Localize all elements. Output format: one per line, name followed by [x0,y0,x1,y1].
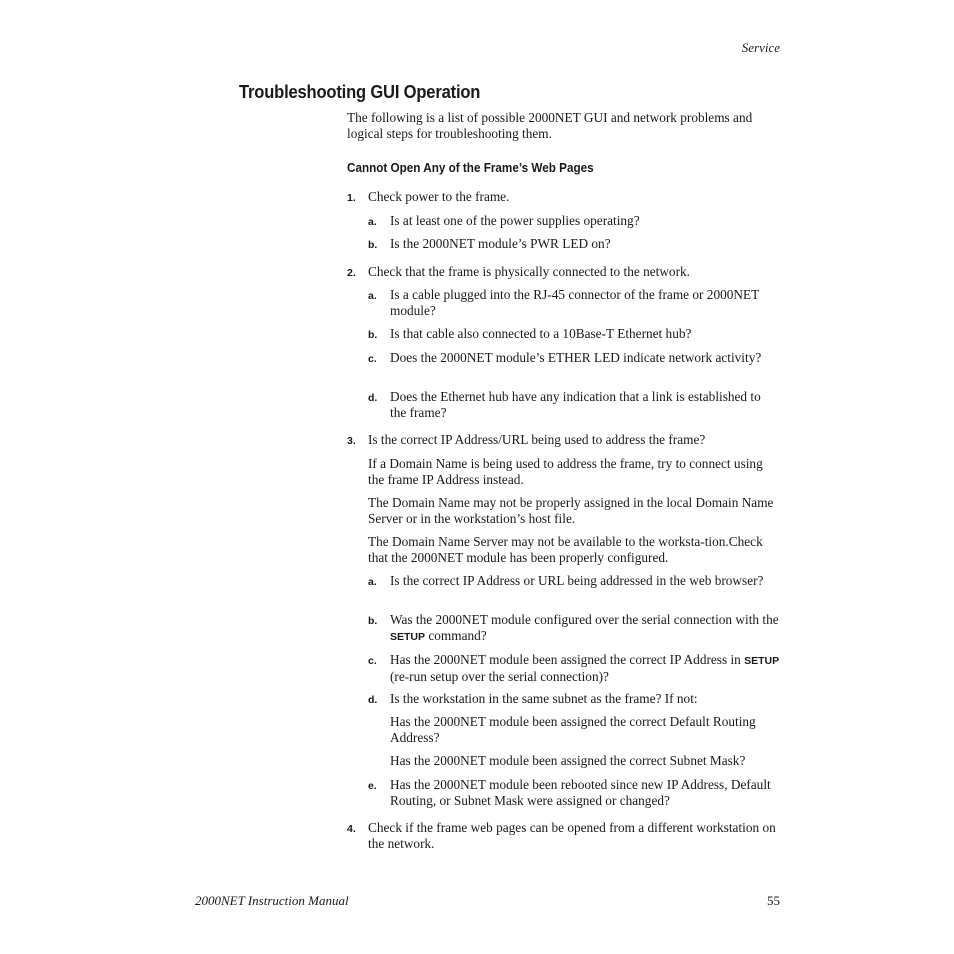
step-1a [368,213,780,229]
sub-text: Has the 2000NET module been rebooted since new IP Address, Default Routing, or Subnet Mask were assigned or changed? [390,777,771,808]
sub-letter: e. [368,780,377,792]
sub-letter: d. [368,694,378,706]
step-2c [368,350,780,366]
sub-letter: a. [368,290,377,302]
step-3-paragraph: The Domain Name may not be properly assigned in the local Domain Name Server or in the workstation’s host file. [368,495,774,526]
sub-text [390,612,780,645]
step-3d-paragraph: Has the 2000NET module been assigned the correct Default Routing Address? [390,714,756,745]
running-head: Service [741,40,780,55]
page-number: 55 [767,893,780,908]
step-4 [347,820,781,852]
step-3-paragraph: The Domain Name Server may not be available to the worksta-tion.Check that the 2000NET module has been properly configured. [368,534,763,565]
subsection-heading: Cannot Open Any of the Frame’s Web Pages [347,160,594,175]
sub-letter: b. [368,329,378,341]
step-2 [347,264,781,280]
intro-paragraph: The following is a list of possible 2000NET GUI and network problems and logical steps for troubleshooting them. [347,110,753,141]
step-number: 4. [347,823,356,835]
step-text: Is the correct IP Address/URL being used to address the frame? [368,432,706,447]
sub-letter: b. [368,615,378,627]
sub-text [390,652,780,685]
step-number: 1. [347,192,356,204]
sub-text: Is at least one of the power supplies operating? [390,213,640,228]
step-3e [368,777,780,809]
sub-text-post: (re-run setup over the serial connection)? [390,669,609,684]
step-3a [368,573,780,589]
sub-letter: b. [368,239,378,251]
step-3d [368,691,780,707]
sub-text: Is a cable plugged into the RJ-45 connector of the frame or 2000NET module? [390,287,760,318]
setup-keyword: SETUP [390,631,426,643]
step-number: 2. [347,267,356,279]
step-3c [368,652,780,685]
sub-letter: a. [368,216,377,228]
step-2a [368,287,780,319]
step-3 [347,432,781,448]
sub-text: Is the 2000NET module’s PWR LED on? [390,236,611,251]
footer-manual-title: 2000NET Instruction Manual [195,893,349,908]
section-title: Troubleshooting GUI Operation [239,82,481,102]
sub-text-post: command? [425,628,487,643]
step-text: Check if the frame web pages can be opened from a different workstation on the network. [368,820,776,851]
sub-letter: d. [368,392,378,404]
sub-text: Does the Ethernet hub have any indication that a link is established to the frame? [390,389,761,420]
sub-text: Is that cable also connected to a 10Base-T Ethernet hub? [390,326,692,341]
sub-text-pre: Was the 2000NET module configured over the serial connection with the [390,612,779,627]
sub-text-pre: Has the 2000NET module been assigned the correct IP Address in [390,652,745,667]
sub-text: Does the 2000NET module’s ETHER LED indicate network activity? [390,350,762,365]
step-3b [368,612,780,645]
step-1 [347,189,781,205]
step-text: Check power to the frame. [368,189,510,204]
sub-text: Is the workstation in the same subnet as the frame? If not: [390,691,698,706]
step-3d-paragraph: Has the 2000NET module been assigned the correct Subnet Mask? [390,753,746,768]
sub-text: Is the correct IP Address or URL being addressed in the web browser? [390,573,764,588]
setup-keyword: SETUP [744,655,780,667]
step-number: 3. [347,435,356,447]
sub-letter: c. [368,655,377,667]
step-3-paragraph: If a Domain Name is being used to address the frame, try to connect using the frame IP Address instead. [368,456,763,487]
sub-letter: c. [368,353,377,365]
step-2d [368,389,780,421]
step-2b [368,326,780,342]
step-text: Check that the frame is physically connected to the network. [368,264,690,279]
sub-letter: a. [368,576,377,588]
step-1b [368,236,780,252]
